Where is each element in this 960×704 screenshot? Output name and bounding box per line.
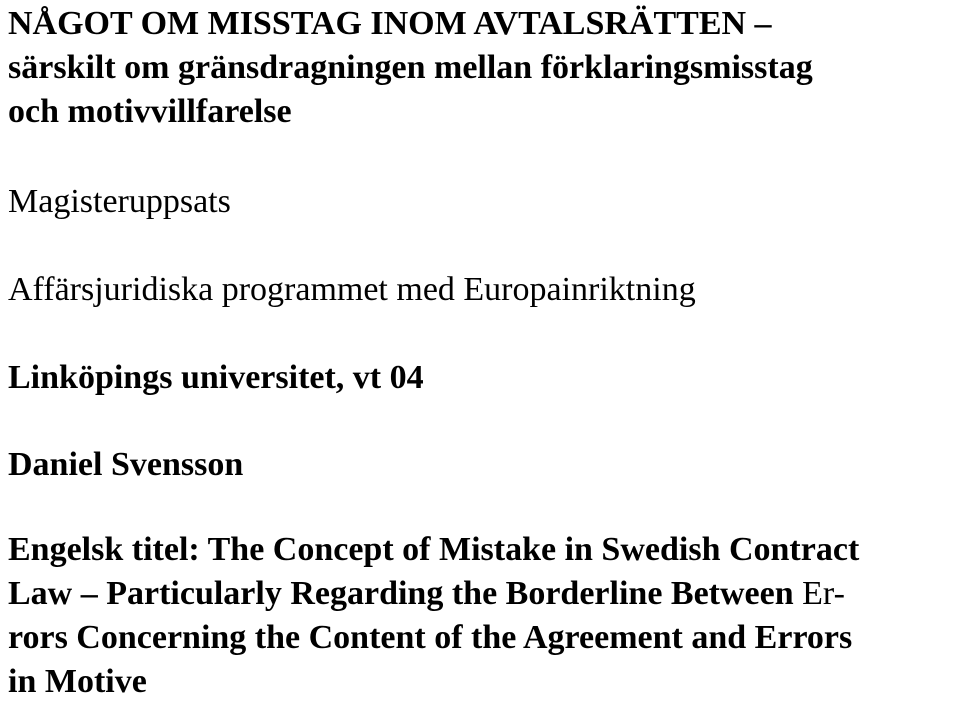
thesis-type: Magisteruppsats (8, 183, 231, 220)
document-title (8, 2, 813, 134)
title-line-2: särskilt om gränsdragningen mellan förklaringsmisstag (8, 49, 813, 86)
english-title (8, 528, 859, 704)
english-title-line-2-main: Law – Particularly Regarding the Borderline Between (8, 575, 803, 612)
english-title-line-2 (8, 572, 859, 616)
english-title-line-4: in Motive (8, 663, 147, 700)
english-title-line-3: rors Concerning the Content of the Agreement and Errors (8, 619, 853, 656)
author-name: Daniel Svensson (8, 446, 244, 483)
title-line-1: NÅGOT OM MISSTAG INOM AVTALSRÄTTEN – (8, 5, 772, 42)
university-term: Linköpings universitet, vt 04 (8, 359, 424, 396)
program-name: Affärsjuridiska programmet med Europainriktning (8, 271, 696, 308)
english-title-line-1: Engelsk titel: The Concept of Mistake in Swedish Contract (8, 531, 860, 568)
english-title-line-2-tail: Er- (802, 575, 845, 612)
title-line-3: och motivvillfarelse (8, 93, 292, 130)
